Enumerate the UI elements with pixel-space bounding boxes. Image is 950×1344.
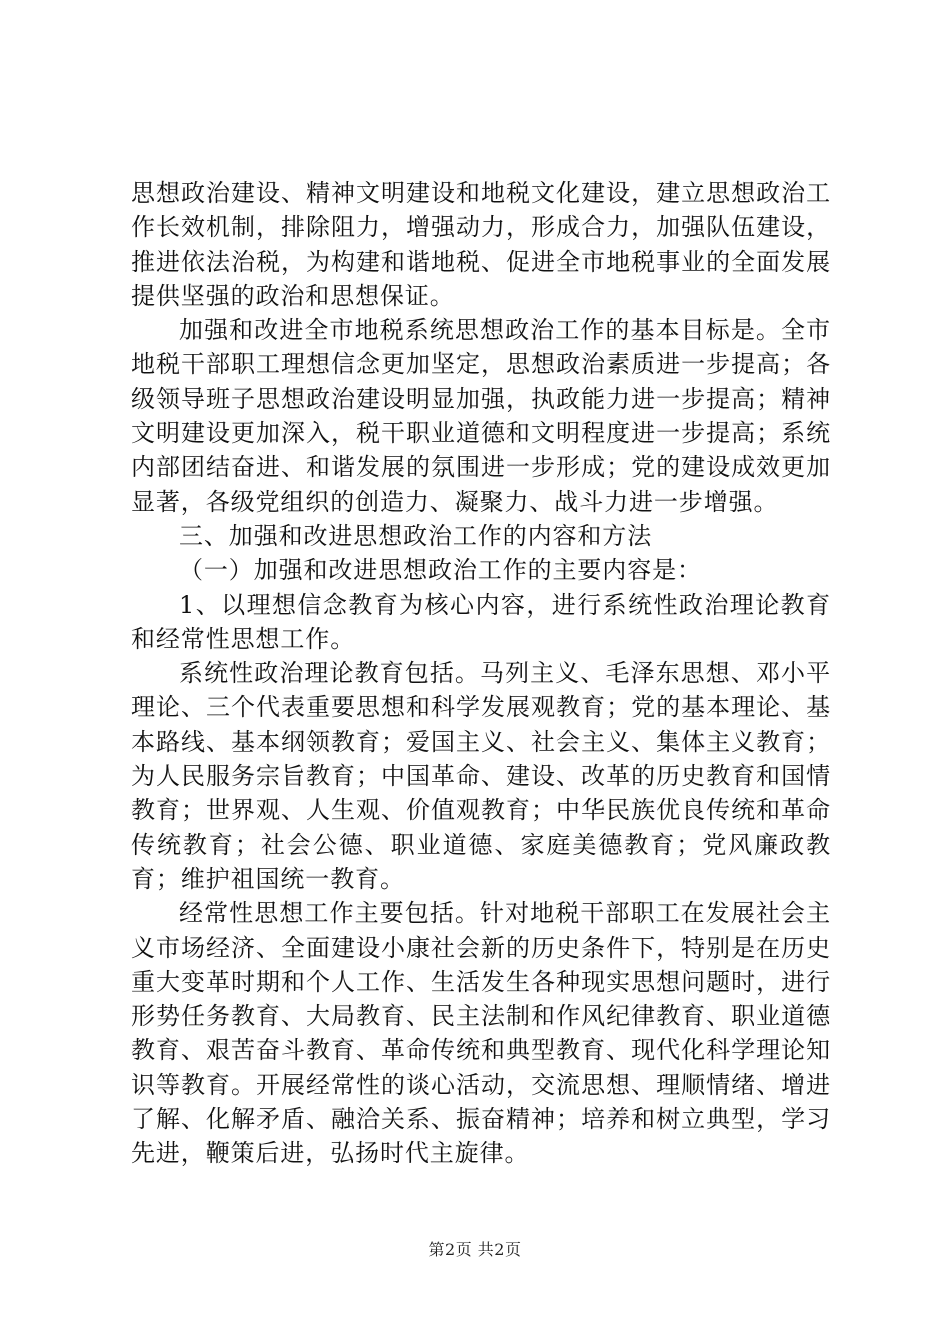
subsection-heading-1: （一）加强和改进思想政治工作的主要内容是： (179, 556, 702, 585)
paragraph-political-education: 系统性政治理论教育包括。马列主义、毛泽东思想、邓小平理论、三个代表重要思想和科学发展观教育；党的基本理论、基本路线、基本纲领教育；爱国主义、社会主义、集体主义教育；为人民服务宗旨教育；中国革命、建设、改革的历史教育和国情教育；世界观、人生观、价值观教育；中华民族优良传统和革命传统教育；社会公德、职业道德、家庭美德教育；党风廉政教育；维护祖国统一教育。 (131, 659, 831, 893)
paragraph-ideological-work: 经常性思想工作主要包括。针对地税干部职工在发展社会主义市场经济、全面建设小康社会新的历史条件下，特别是在历史重大变革时期和个人工作、生活发生各种现实思想问题时，进行形势任务教育、大局教育、民主法制和作风纪律教育、职业道德教育、艰苦奋斗教育、革命传统和典型教育、现代化科学理论知识等教育。开展经常性的谈心活动，交流思想、理顺情绪、增进了解、化解矛盾、融洽关系、振奋精神；培养和树立典型，学习先进，鞭策后进，弘扬时代主旋律。 (131, 899, 831, 1168)
list-item-1: 1、以理想信念教育为核心内容，进行系统性政治理论教育和经常性思想工作。 (131, 590, 831, 653)
paragraph-1: 思想政治建设、精神文明建设和地税文化建设，建立思想政治工作长效机制，排除阻力，增强动力，形成合力，加强队伍建设，推进依法治税，为构建和谐地税、促进全市地税事业的全面发展提供坚强的政治和思想保证。 (131, 179, 831, 310)
paragraph-2: 加强和改进全市地税系统思想政治工作的基本目标是。全市地税干部职工理想信念更加坚定，思想政治素质进一步提高；各级领导班子思想政治建设明显加强，执政能力进一步提高；精神文明建设更加深入，税干职业道德和文明程度进一步提高；系统内部团结奋进、和谐发展的氛围进一步形成；党的建设成效更加显著，各级党组织的创造力、凝聚力、战斗力进一步增强。 (131, 316, 831, 516)
page-footer: 第2页 共2页 (428, 1240, 522, 1259)
section-heading-3: 三、加强和改进思想政治工作的内容和方法 (179, 521, 653, 550)
document-body (131, 176, 831, 1171)
